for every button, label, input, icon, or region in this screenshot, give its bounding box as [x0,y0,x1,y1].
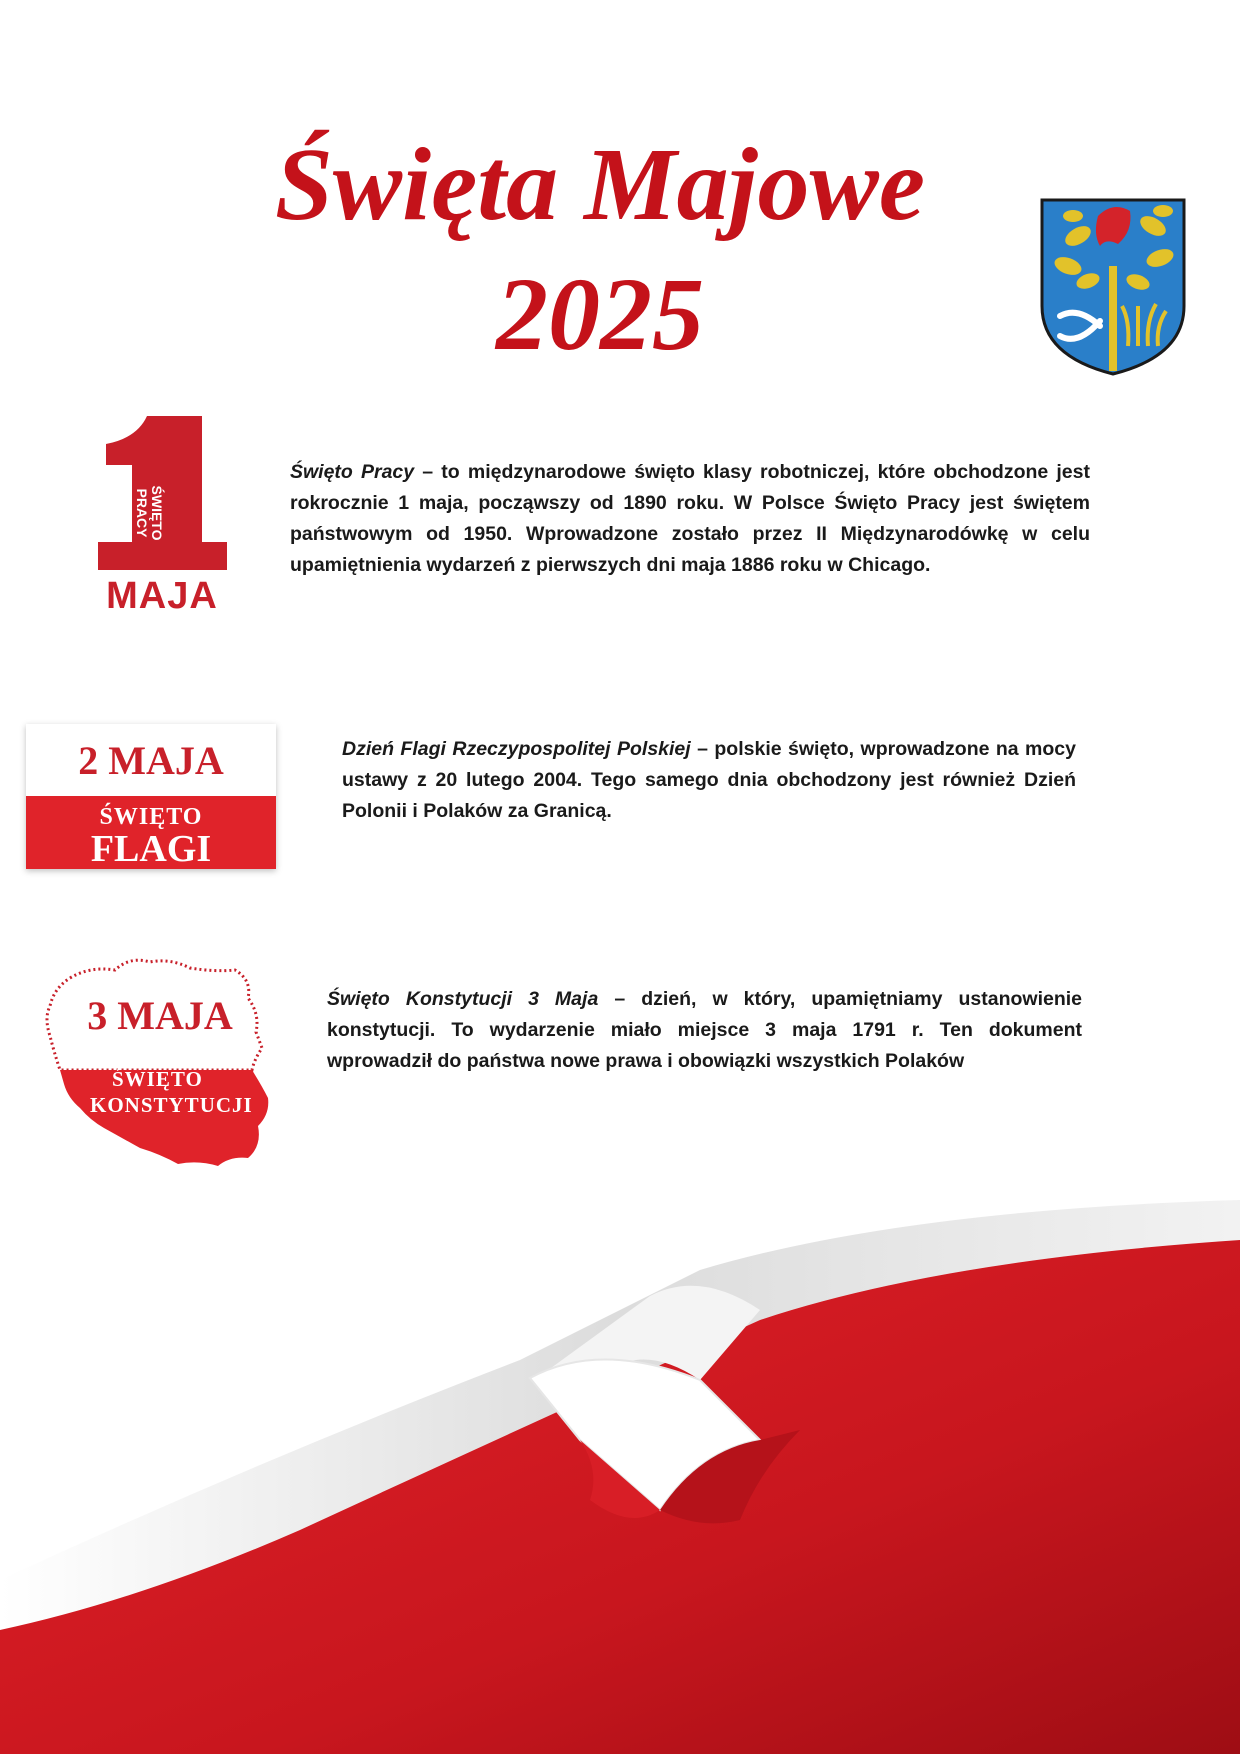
may-1-badge-vertical-text [104,468,164,558]
poland-map-icon [30,948,280,1174]
may-2-badge-label: 2 MAJA [78,737,224,783]
may-1-badge [92,410,232,620]
section-constitution-day-separator: – [598,988,642,1010]
may-3-badge-sub-line-1: ŚWIĘTO [112,1067,203,1091]
may-2-badge-main: FLAGI [90,828,212,870]
may-2-badge-sub: ŚWIĘTO [99,804,203,830]
title-line-1: Święta Majowe [274,127,926,242]
may-3-badge-sub [90,1066,280,1118]
section-flag-day-text [342,734,1076,827]
title-line-2: 2025 [496,257,704,372]
may-1-badge-label: MAJA [106,575,218,617]
section-flag-day-body: polskie święto, wprowadzone na mocy ustawy z 20 lutego 2004. Tego samego dnia obchodzony jest również Dzień Polonii i Polaków za Granicą. [342,738,1076,822]
section-labour-day-body: to międzynarodowe święto klasy robotniczej, które obchodzone jest rokrocznie 1 maja, począwszy od 1890 roku. W Polsce Święto Pracy jest świętem państwowym od 1950. Wprowadzone zostało przez II Międzynarodówkę w celu upamiętnienia wydarzeń z pierwszych dni maja 1886 roku w Chicago. [290,461,1090,576]
section-constitution-day-title: Święto Konstytucji 3 Maja [327,988,599,1010]
may-2-badge [26,724,276,869]
section-labour-day-separator: – [414,461,442,483]
section-constitution-day-body: dzień, w który, upamiętniamy ustanowienie konstytucji. To wydarzenie miało miejsce 3 maja 1791 r. Ten dokument wprowadził do państwa nowe prawa i obowiązki wszystkich Polaków [327,988,1083,1072]
section-labour-day-text [290,457,1090,581]
section-labour-day-title: Święto Pracy [290,461,415,483]
may-1-badge-vertical-line-2: PRACY [134,488,150,538]
may-3-badge-sub-line-2: KONSTYTUCJI [90,1093,253,1117]
may-3-badge-label: 3 MAJA [87,993,233,1038]
section-constitution-day-text [327,984,1082,1077]
section-flag-day-title: Dzień Flagi Rzeczypospolitej Polskiej [342,738,691,760]
coat-of-arms-icon [1038,196,1188,378]
section-flag-day-separator: – [690,738,715,760]
may-3-badge [30,948,280,1174]
polish-flag-ribbon-icon [0,1200,1240,1754]
may-1-badge-vertical-line-1: ŚWIĘTO [149,485,165,541]
page-title [160,120,1040,380]
may-2-badge-band [26,796,276,869]
